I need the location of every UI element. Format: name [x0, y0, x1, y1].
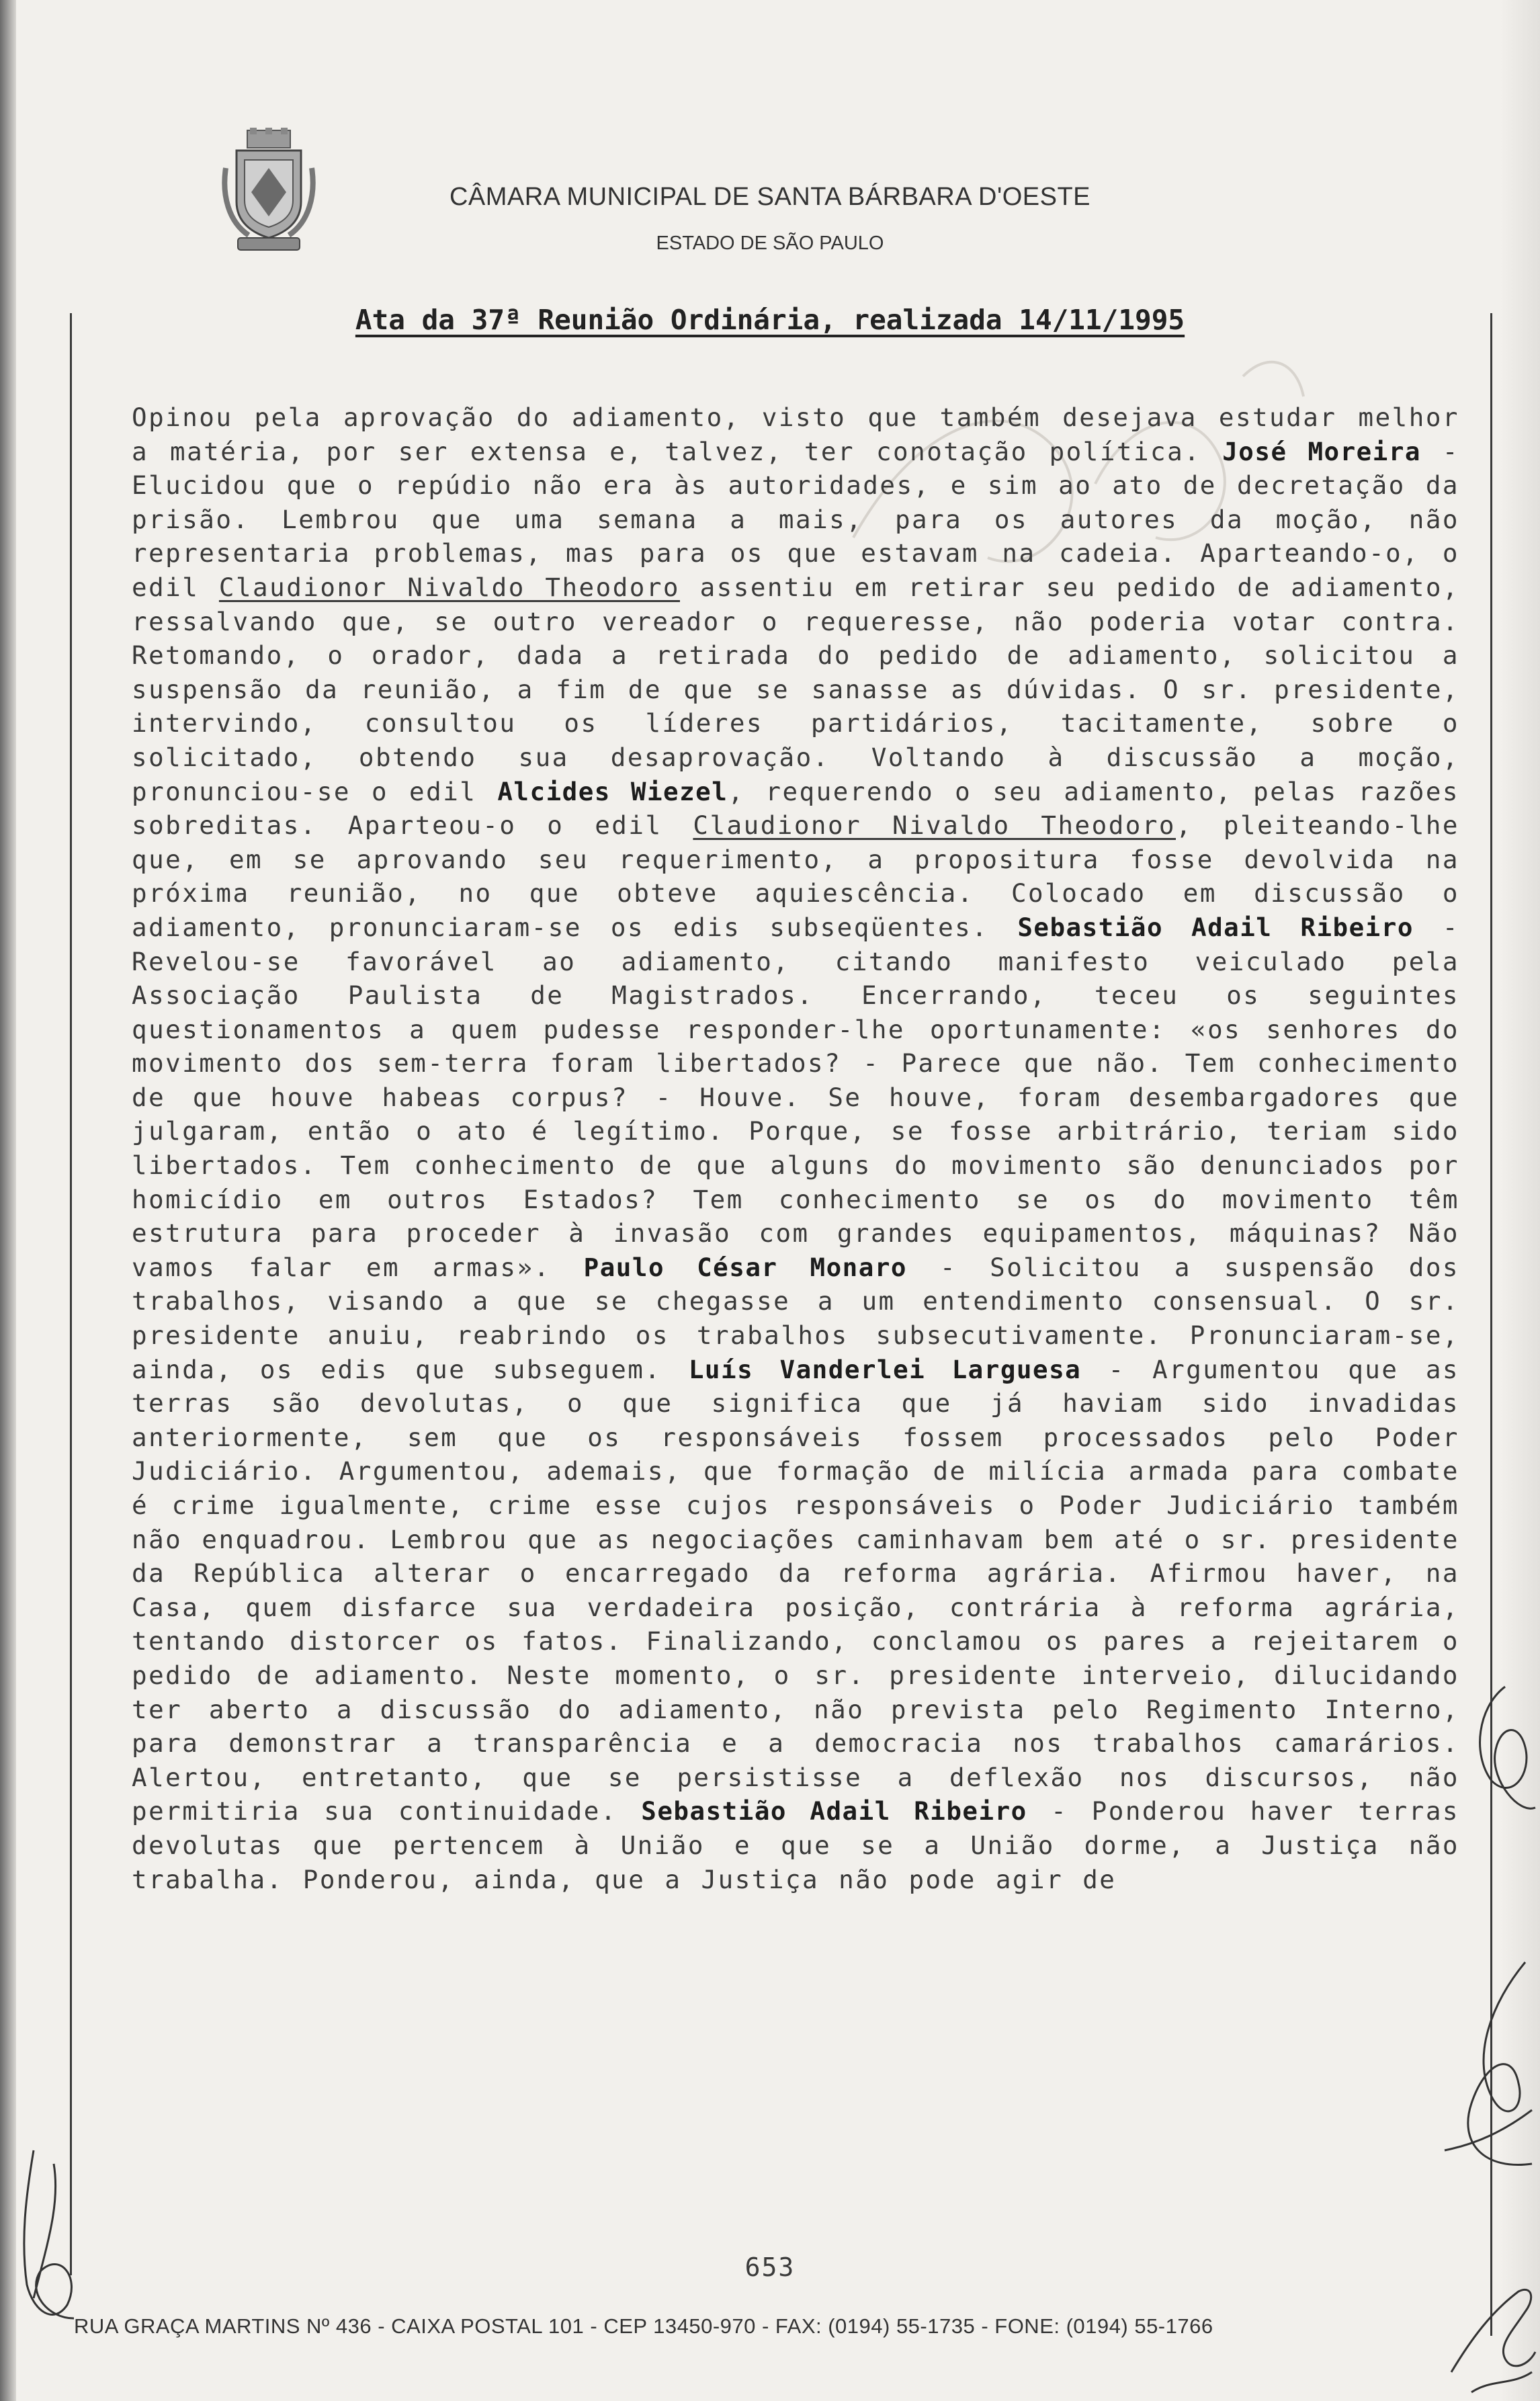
- body-segment: - Revelou-se favorável ao adiamento, citando manifesto veiculado pela Associação Paulista de Magistrados. Encerrando, teceu os seguintes questionamentos a quem pudesse responder-lhe oportunamente: «os senhores do movimento dos sem-terra foram libertados? - Parece que não. Tem conhecimento de que houve habeas corpus? - Houve. Se houve, foram desembargadores que julgaram, então o ato é legítimo. Porque, se fosse arbitrário, teriam sido libertados. Tem conhecimento de que alguns do movimento são denunciados por homicídio em outros Estados? Tem conhecimento se os do movimento têm estrutura para proceder à invasão com grandes equipamentos, máquinas? Não vamos falar em armas».: [132, 912, 1459, 1282]
- body-segment: , pleiteando-lhe que, em se aprovando seu requerimento, a propositura fosse devolvida na próxima reunião, no que obteve aquiescência. Colocado em discussão o adiamento, pronunciaram-se os edis subseqüentes.: [132, 810, 1459, 942]
- state-name: ESTADO DE SÃO PAULO: [656, 233, 884, 254]
- page-edge-shadow: [0, 0, 16, 2401]
- right-margin-signature-1: [1465, 1680, 1540, 1828]
- left-margin-initials-signature: [7, 2137, 94, 2339]
- speaker-name: Alcides Wiezel: [497, 776, 728, 806]
- body-segment: - Argumentou que as terras são devolutas, o que significa que já haviam sido invadidas anteriormente, sem que os responsáveis fossem processados pelo Poder Judiciário. Argumentou, ademais, que formação de milícia armada para combate é crime igualmente, crime esse cujos responsáveis o Poder Judiciário também não enquadrou. Lembrou que as negociações caminhavam bem até o sr. presidente da República alterar o encarregado da reforma agrária. Afirmou haver, na Casa, quem disfarce sua verdadeira posição, contrária à reforma agrária, tentando distorcer os fatos. Finalizando, conclamou os pares a rejeitarem o pedido de adiamento. Neste momento, o sr. presidente interveio, dilucidando ter aberto a discussão do adiamento, não prevista pelo Regimento Interno, para demonstrar a transparência e a democracia nos trabalhos camarários. Alertou, entretanto, que se persistisse a deflexão nos discursos, não permitiria sua continuidade.: [132, 1354, 1459, 1826]
- body-segment: - Ponderou haver terras devolutas que pertencem à União e que se a União dorme, a Justiça não trabalha. Ponderou, ainda, que a Justiça não pode agir de: [132, 1796, 1459, 1894]
- body-segment: Opinou pela aprovação do adiamento, visto que também desejava estudar melhor a matéria, por ser extensa e, talvez, ter conotação política.: [132, 403, 1459, 466]
- page-number: 653: [744, 2252, 796, 2282]
- speaker-name: José Moreira: [1222, 436, 1421, 466]
- footer-address: RUA GRAÇA MARTINS Nº 436 - CAIXA POSTAL 101 - CEP 13450-970 - FAX: (0194) 55-1735 - FONE: (0194) 55-1766: [74, 2314, 1213, 2338]
- speaker-name: Luís Vanderlei Larguesa: [688, 1354, 1082, 1384]
- body-segment: assentiu em retirar seu pedido de adiamento, ressalvando que, se outro vereador o requeresse, não poderia votar contra. Retomando, o orador, dada a retirada do pedido de adiamento, solicitou a suspensão da reunião, a fim de que se sanasse as dúvidas. O sr. presidente, intervindo, consultou os líderes partidários, tacitamente, sobre o solicitado, obtendo sua desaprovação. Voltando à discussão a moção, pronunciou-se o edil: [132, 572, 1459, 806]
- left-margin-rule: [70, 313, 72, 2275]
- minutes-body-text: [132, 401, 1459, 2181]
- speaker-name: Paulo César Monaro: [583, 1252, 907, 1282]
- document-title: Ata da 37ª Reunião Ordinária, realizada 14/11/1995: [355, 304, 1185, 336]
- right-margin-signature-2: [1431, 1949, 1539, 2204]
- councilor-name: Claudionor Nivaldo Theodoro: [218, 572, 680, 602]
- bottom-right-signature: [1445, 2271, 1539, 2399]
- body-segment: - Solicitou a suspensão dos trabalhos, visando a que se chegasse a um entendimento consensual. O sr. presidente anuiu, reabrindo os trabalhos subsecutivamente. Pronunciaram-se, ainda, os edis que subseguem.: [132, 1252, 1459, 1384]
- institution-name: CÂMARA MUNICIPAL DE SANTA BÁRBARA D'OESTE: [449, 183, 1091, 211]
- body-segment: - Elucidou que o repúdio não era às autoridades, e sim ao ato de decretação da prisão. Lembrou que uma semana a mais, para os autores da moção, não representaria problemas, mas para os que estavam na cadeia. Aparteando-o, o edil: [132, 436, 1459, 602]
- speaker-name: Sebastião Adail Ribeiro: [641, 1796, 1027, 1826]
- speaker-name: Sebastião Adail Ribeiro: [1017, 912, 1414, 942]
- councilor-name: Claudionor Nivaldo Theodoro: [693, 810, 1177, 841]
- body-segment: , requerendo o seu adiamento, pelas razões sobreditas. Aparteou-o o edil: [132, 776, 1459, 841]
